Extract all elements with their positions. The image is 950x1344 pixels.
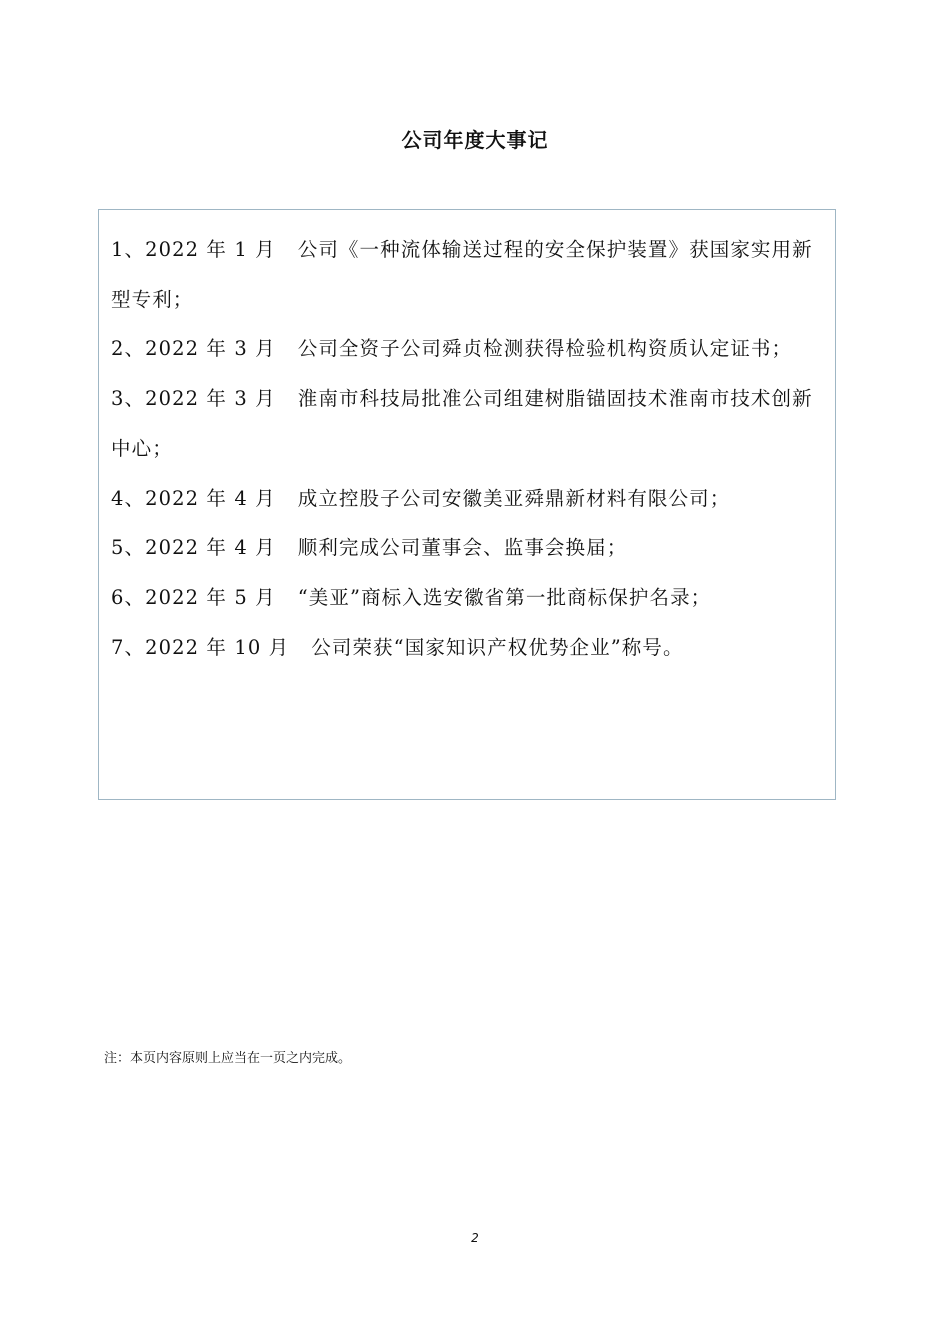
event-date: 6、2022 年 5 月 [111,585,276,609]
event-text: 公司荣获“国家知识产权优势企业”称号。 [311,635,684,659]
event-item [111,324,825,374]
event-text: 公司《一种流体输送过程的安全保护装置》获国家实用新型专利； [111,238,813,311]
event-date: 5、2022 年 4 月 [111,536,276,560]
event-date: 7、2022 年 10 月 [111,635,290,659]
event-date: 2、2022 年 3 月 [111,337,276,361]
event-text: 成立控股子公司安徽美亚舜鼎新材料有限公司； [297,486,731,510]
event-date: 3、2022 年 3 月 [111,387,276,411]
event-text: 顺利完成公司董事会、监事会换届； [297,536,628,560]
event-text: “美亚”商标入选安徽省第一批商标保护名录； [297,585,712,609]
event-item [111,225,825,324]
event-text: 公司全资子公司舜贞检测获得检验机构资质认定证书； [297,337,793,361]
event-text: 淮南市科技局批准公司组建树脂锚固技术淮南市技术创新中心； [111,387,813,460]
event-item [111,623,825,673]
event-date: 4、2022 年 4 月 [111,486,276,510]
events-box [98,209,836,800]
event-item [111,573,825,623]
event-item [111,523,825,573]
event-item [111,474,825,524]
page-number: 2 [471,1231,479,1245]
footnote: 注：本页内容原则上应当在一页之内完成。 [104,1051,352,1066]
event-item [111,374,825,473]
event-date: 1、2022 年 1 月 [111,238,276,261]
page-title: 公司年度大事记 [401,128,549,152]
